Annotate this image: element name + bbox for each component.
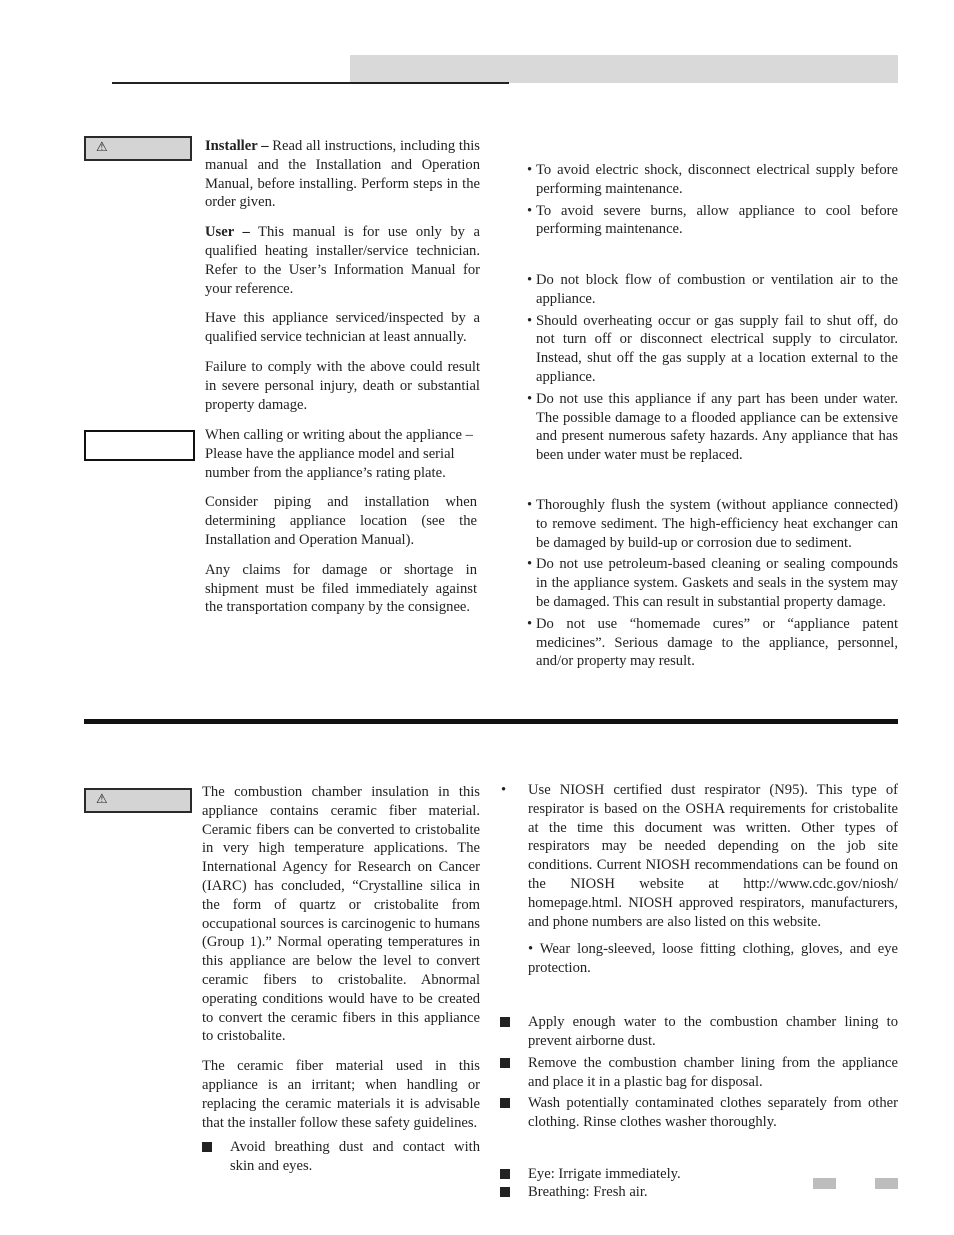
- calling-paragraph: When calling or writing about the appliance – Please have the appliance model and serial number from the appliance’s rating plate.: [205, 427, 473, 481]
- user-paragraph: [205, 223, 480, 298]
- first-aid-eye-item: [500, 1165, 828, 1184]
- installer-paragraph: [205, 137, 480, 212]
- list-item: • Do not use petroleum-based cleaning or sealing compounds in the appliance system. Gaskets and seals in the system may be damaged. This can result in substantial property damage.: [527, 555, 898, 611]
- list-item: • Do not use “homemade cures” or “appliance patent medicines”. Serious damage to the appliance, personnel, and/or property may result.: [527, 615, 898, 671]
- water-bullet-list: [527, 496, 898, 674]
- piping-paragraph: Consider piping and installation when determining appliance location (see the Installation and Operation Manual).: [205, 494, 477, 548]
- first-aid-breathing-text: Breathing: Fresh air.: [528, 1184, 648, 1200]
- wash-clothes-item: [500, 1094, 898, 1132]
- footer-tab-left: [813, 1178, 836, 1189]
- installer-text: Read all instructions, including this manual and the Installation and Operation Manual, before installing. Perform steps in the order given.: [205, 138, 480, 211]
- header-bar: [350, 55, 898, 83]
- first-aid-eye-text: Eye: Irrigate immediately.: [528, 1166, 681, 1182]
- service-paragraph: Have this appliance serviced/inspected by a qualified service technician at least annually.: [205, 310, 480, 346]
- header-rule: [112, 82, 509, 84]
- warning-label-box: [84, 136, 192, 161]
- warning-icon: ⚠: [96, 140, 108, 155]
- square-bullet-icon: [500, 1169, 510, 1179]
- list-item: • Do not block flow of combustion or ventilation air to the appliance.: [527, 271, 898, 309]
- square-bullet-icon: [500, 1017, 510, 1027]
- list-item: • Should overheating occur or gas supply fail to shut off, do not turn off or disconnect electrical supply to circulator. Instead, shut off the gas supply at a location external to the appliance.: [527, 312, 898, 387]
- remove-lining-text: Remove the combustion chamber lining from the appliance and place it in a plastic bag for disposal.: [528, 1055, 898, 1090]
- failure-paragraph: Failure to comply with the above could result in severe personal injury, death or substantial property damage.: [205, 358, 480, 413]
- maintenance-bullet-list: [527, 161, 898, 242]
- water-lining-text: Apply enough water to the combustion chamber lining to prevent airborne dust.: [528, 1014, 898, 1049]
- user-text: This manual is for use only by a qualified heating installer/service technician. Refer to the User’s Information Manual for your reference.: [205, 224, 481, 297]
- square-bullet-icon: [500, 1098, 510, 1108]
- clothing-text: • Wear long-sleeved, loose fitting clothing, gloves, and eye protection.: [528, 941, 898, 977]
- footer-tab-right: [875, 1178, 898, 1189]
- list-item: • Thoroughly flush the system (without appliance connected) to remove sediment. The high-efficiency heat exchanger can be damaged by build-up or corrosion due to sediment.: [527, 496, 898, 552]
- notice-section: [205, 426, 477, 628]
- list-item: • Do not use this appliance if any part has been under water. The possible damage to a flooded appliance can be extensive and present numerous safety hazards. Any appliance that has been under water must be replaced.: [527, 390, 898, 465]
- square-bullet-icon: [202, 1142, 212, 1152]
- water-lining-item: [500, 1013, 898, 1051]
- list-item: • To avoid electric shock, disconnect electrical supply before performing maintenance.: [527, 161, 898, 199]
- warning-icon: ⚠: [96, 792, 108, 807]
- ceramic-section: [202, 783, 480, 1176]
- avoid-dust-text: Avoid breathing dust and contact with skin and eyes.: [230, 1139, 480, 1175]
- remove-lining-item: [500, 1054, 898, 1092]
- ceramic-paragraph-1: The combustion chamber insulation in this appliance contains ceramic fiber material. Ceramic fibers can be converted to cristobalite in very high temperature applications. The International Agency for Research on Cancer (IARC) has concluded, “Crystalline silica in the form of quartz or cristobalite from occupational sources is carcinogenic to humans (Group 1).” Normal operating temperatures in this appliance are below the level to convert ceramic fibers to cristobalite. Abnormal operating conditions would have to be created to convert the ceramic fibers in this appliance to cristobalite.: [202, 784, 480, 1045]
- bullet-dot: •: [501, 782, 507, 798]
- ceramic-warning-label-box: [84, 788, 192, 813]
- wash-clothes-text: Wash potentially contaminated clothes separately from other clothing. Rinse clothes washer thoroughly.: [528, 1095, 898, 1130]
- first-aid-breathing-item: [500, 1183, 828, 1202]
- ceramic-paragraph-2: The ceramic fiber material used in this appliance is an irritant; when handling or replacing the ceramic materials it is advisable that the installer follow these safety guidelines.: [202, 1058, 480, 1131]
- intro-section: [205, 137, 480, 425]
- user-label: User –: [205, 224, 250, 241]
- avoid-dust-item: [202, 1138, 480, 1176]
- square-bullet-icon: [500, 1187, 510, 1197]
- respirator-text: Use NIOSH certified dust respirator (N95). This type of respirator is based on the OSHA requirements for cristobalite at the time this document was written. Other types of respirators may be needed depending on the job site conditions. Current NIOSH recommendations can be found on the NIOSH website at http://www.cdc.gov/niosh/ homepage.html. NIOSH approved respirators, manufacturers, and phone numbers are also listed on this website.: [528, 782, 898, 930]
- claims-paragraph: Any claims for damage or shortage in shipment must be filed immediately against the transportation company by the consignee.: [205, 561, 477, 616]
- operation-bullet-list: [527, 271, 898, 468]
- section-divider: [84, 719, 898, 724]
- square-bullet-icon: [500, 1058, 510, 1068]
- installer-label: Installer –: [205, 138, 269, 154]
- respirator-item: [500, 781, 898, 978]
- notice-label-box: [84, 430, 195, 461]
- list-item: • To avoid severe burns, allow appliance to cool before performing maintenance.: [527, 202, 898, 240]
